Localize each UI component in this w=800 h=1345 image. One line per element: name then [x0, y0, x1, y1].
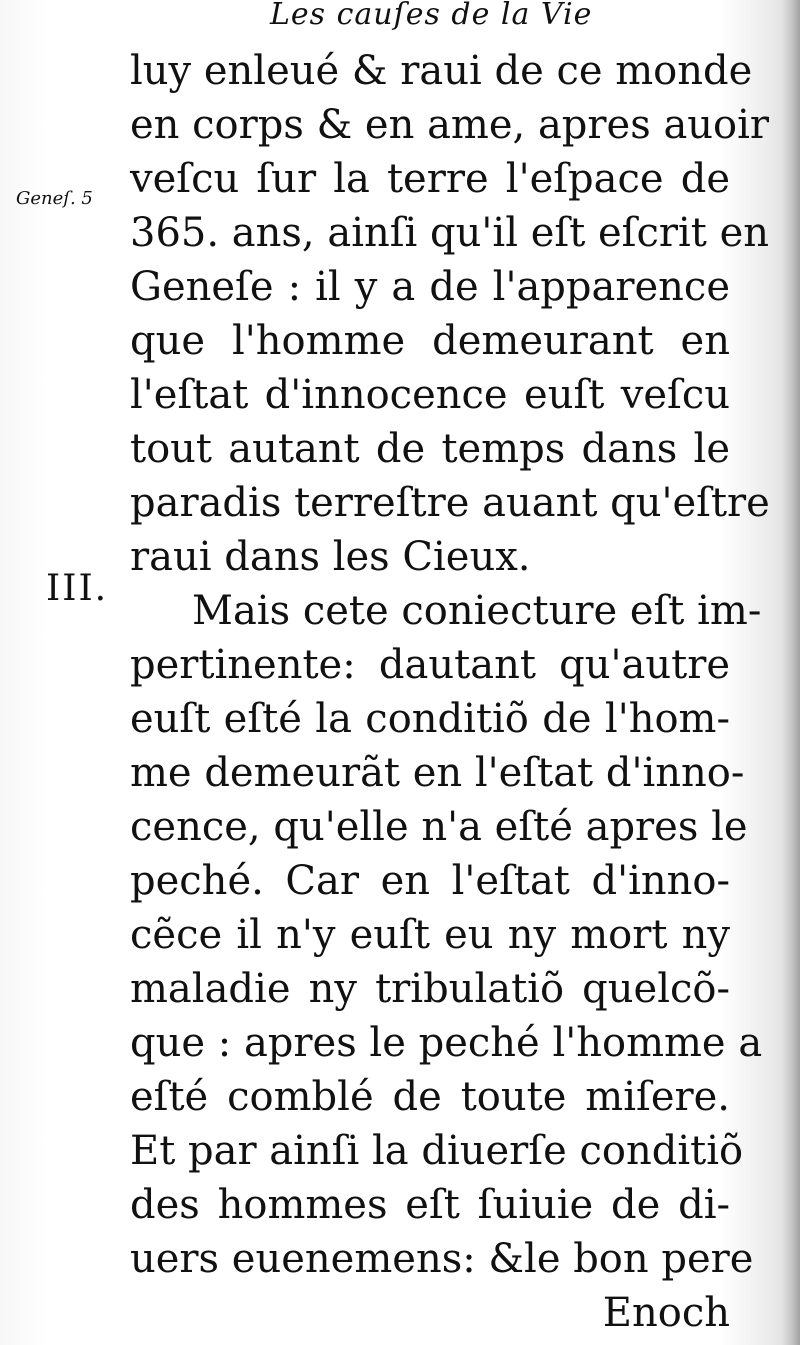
catchword: Enoch: [602, 1290, 730, 1336]
text-line: raui dans les Cieux.: [130, 534, 531, 580]
text-line: en corps & en ame, apres auoir: [130, 102, 770, 148]
text-line: eſté comblé de toute miſere.: [130, 1074, 730, 1120]
text-line: uers euenemens: &le bon pere: [130, 1236, 754, 1282]
section-number: III.: [46, 568, 109, 609]
text-line: des hommes eſt ſuiuie de di-: [130, 1182, 730, 1228]
text-line: cence, qu'elle n'a eſté apres le: [130, 804, 748, 850]
text-line: 365. ans, ainſi qu'il eſt eſcrit en: [130, 210, 770, 256]
page-edge-shadow: [782, 0, 800, 1345]
text-line: Et par ainſi la diuerſe conditiõ: [130, 1128, 744, 1174]
text-line: Geneſe : il y a de l'apparence: [130, 264, 730, 310]
text-line: tout autant de temps dans le: [130, 426, 730, 472]
text-line: euſt eſté la conditiõ de l'hom-: [130, 696, 730, 742]
running-head: Les cauſes de la Vie: [270, 0, 593, 32]
body-text: [130, 44, 770, 1340]
text-line: pertinente: dautant qu'autre: [130, 642, 730, 688]
margin-note: Geneſ. 5: [16, 188, 93, 209]
text-line: que : apres le peché l'homme a: [130, 1020, 763, 1066]
text-line: peché. Car en l'eſtat d'inno-: [130, 858, 730, 904]
text-line: que l'homme demeurant en: [130, 318, 730, 364]
text-line: me demeurãt en l'eſtat d'inno-: [130, 750, 745, 796]
text-line: paradis terreſtre auant qu'eſtre: [130, 480, 770, 526]
text-line: luy enleué & raui de ce monde: [130, 48, 753, 94]
text-line: veſcu ſur la terre l'eſpace de: [130, 156, 730, 202]
text-line: maladie ny tribulatiõ quelcõ-: [130, 966, 730, 1012]
text-line: l'eſtat d'innocence euſt veſcu: [130, 372, 730, 418]
text-line: cẽce il n'y euſt eu ny mort ny: [130, 912, 730, 958]
text-line: Mais cete coniecture eſt im-: [192, 588, 762, 634]
